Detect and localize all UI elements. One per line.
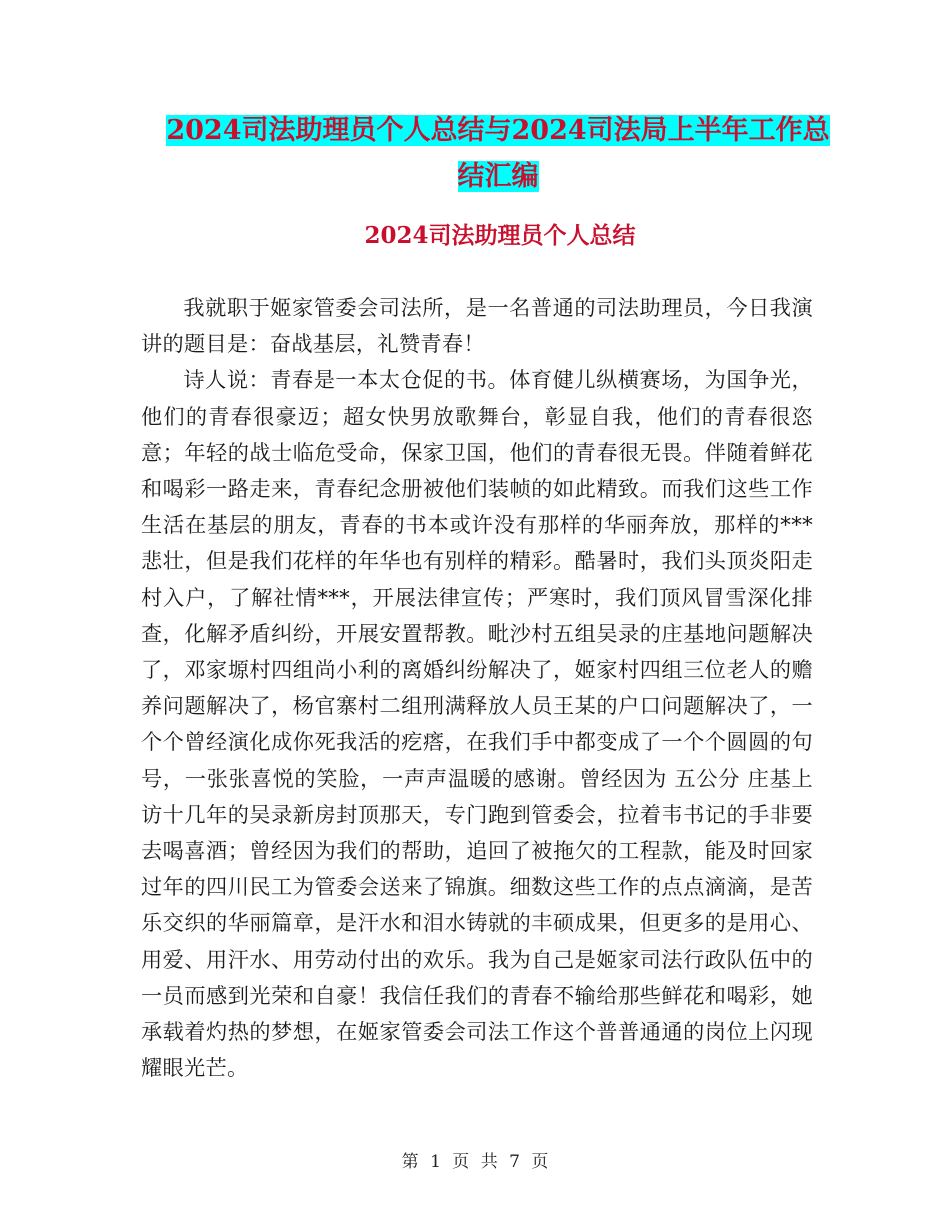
body-text	[141, 290, 813, 1086]
paragraph: 诗人说：青春是一本太仓促的书。体育健儿纵横赛场，为国争光，他们的青春很豪迈；超女快男放歌舞台，彰显自我，他们的青春很恣意；年轻的战士临危受命，保家卫国，他们的青春很无畏。伴随着鲜花和喝彩一路走来，青春纪念册被他们装帧的如此精致。而我们这些工作生活在基层的朋友，青春的书本或许没有那样的华丽奔放，那样的***悲壮，但是我们花样的年华也有别样的精彩。酷暑时，我们头顶炎阳走村入户，了解社情***，开展法律宣传；严寒时，我们顶风冒雪深化排查，化解矛盾纠纷，开展安置帮教。毗沙村五组吴录的庄基地问题解决了，邓家塬村四组尚小利的离婚纠纷解决了，姬家村四组三位老人的赡养问题解决了，杨官寨村二组刑满释放人员王某的户口问题解决了，一个个曾经演化成你死我活的疙瘩，在我们手中都变成了一个个圆圆的句号，一张张喜悦的笑脸，一声声温暖的感谢。曾经因为 五公分 庄基上访十几年的吴录新房封顶那天，专门跑到管委会，拉着韦书记的手非要去喝喜酒；曾经因为我们的帮助，追回了被拖欠的工程款，能及时回家过年的四川民工为管委会送来了锦旗。细数这些工作的点点滴滴，是苦乐交织的华丽篇章，是汗水和泪水铸就的丰硕成果，但更多的是用心、用爱、用汗水、用劳动付出的欢乐。我为自己是姬家司法行政队伍中的一员而感到光荣和自豪！我信任我们的青春不输给那些鲜花和喝彩，她承载着灼热的梦想，在姬家管委会司法工作这个普普通通的岗位上闪现耀眼光芒。	[141, 367, 813, 1081]
document-title-line1: 2024司法助理员个人总结与2024司法局上半年工作总	[166, 115, 830, 146]
page-footer: 第 1 页 共 7 页	[401, 1152, 549, 1172]
section-title: 2024司法助理员个人总结	[364, 222, 636, 249]
document-title-line2: 结汇编	[457, 161, 539, 192]
document-title	[120, 108, 876, 200]
paragraph: 我就职于姬家管委会司法所，是一名普通的司法助理员，今日我演讲的题目是：奋战基层，礼赞青春！	[141, 295, 813, 357]
